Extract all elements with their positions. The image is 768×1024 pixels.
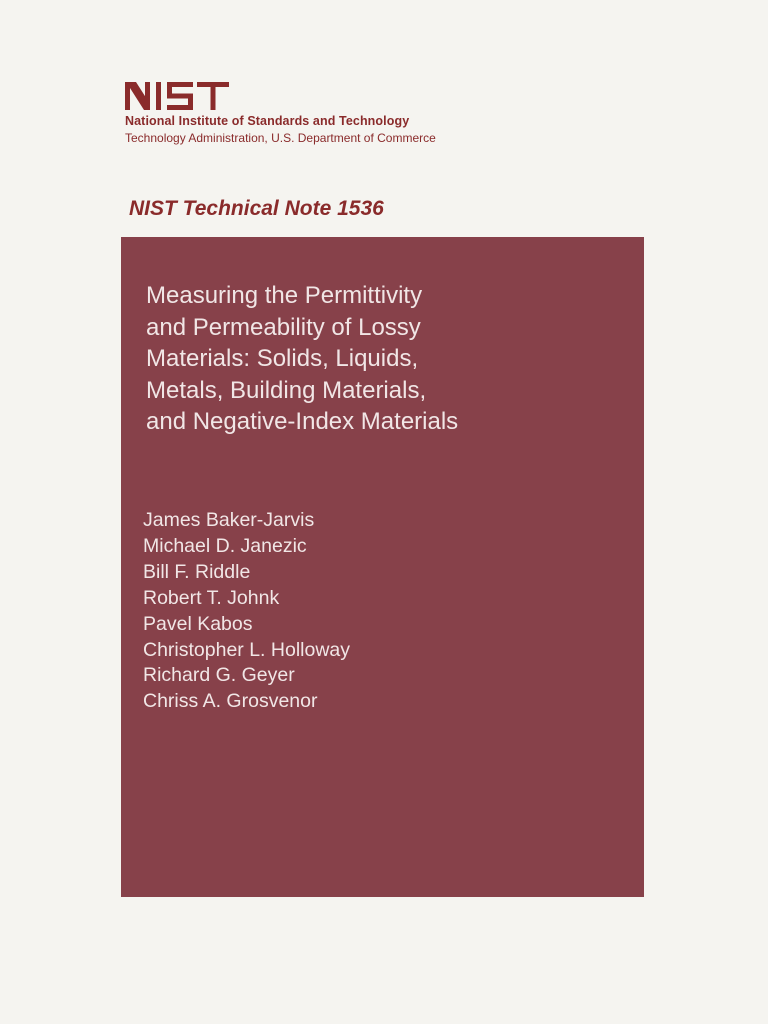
- author-list: [143, 508, 350, 715]
- author: Bill F. Riddle: [143, 560, 251, 583]
- series-title: NIST Technical Note 1536: [129, 197, 384, 220]
- nist-logo: [125, 80, 229, 110]
- agency-name: National Institute of Standards and Technology: [125, 114, 410, 128]
- title-line: Metals, Building Materials,: [146, 376, 427, 404]
- title-line: Measuring the Permittivity: [146, 282, 423, 309]
- title-line: Materials: Solids, Liquids,: [146, 345, 419, 372]
- author: Robert T. Johnk: [143, 586, 280, 609]
- author: James Baker-Jarvis: [143, 509, 315, 531]
- title-line: and Negative-Index Materials: [146, 408, 459, 435]
- author: Chriss A. Grosvenor: [143, 690, 318, 713]
- author: Pavel Kabos: [143, 612, 253, 635]
- author: Richard G. Geyer: [143, 664, 295, 687]
- document-title: [146, 280, 616, 438]
- author: Michael D. Janezic: [143, 534, 307, 557]
- title-line: and Permeability of Lossy: [146, 313, 421, 341]
- author: Christopher L. Holloway: [143, 638, 351, 661]
- agency-subtitle: Technology Administration, U.S. Department of Commerce: [125, 131, 436, 145]
